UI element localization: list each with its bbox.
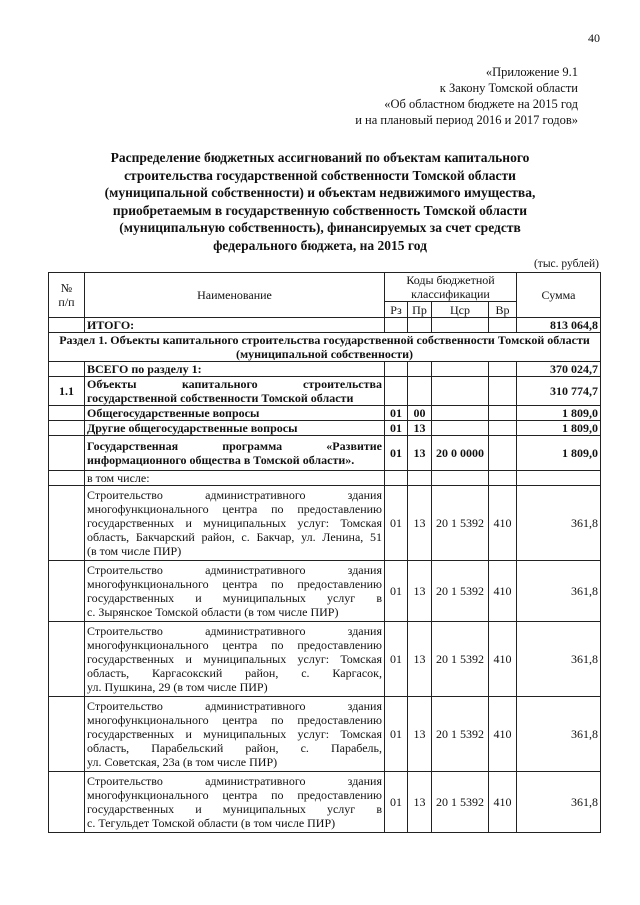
including-row bbox=[49, 471, 601, 486]
section-total-row bbox=[49, 362, 601, 377]
object-row bbox=[49, 561, 601, 622]
object-name-line: ул. Пушкина, 29 (в том числе ПИР) bbox=[87, 680, 268, 694]
row-name: Общегосударственные вопросы bbox=[85, 406, 385, 421]
object-name-line: многофункционального центра по предоставлению bbox=[87, 713, 382, 727]
object-name-line: государственных и муниципальных услуг: Томская bbox=[87, 652, 382, 666]
row-name: Другие общегосударственные вопросы bbox=[85, 421, 385, 436]
object-csr: 20 1 5392 bbox=[432, 622, 489, 697]
object-rz: 01 bbox=[385, 697, 408, 772]
object-name-line: многофункционального центра по предоставлению bbox=[87, 788, 382, 802]
appendix-line: «Об областном бюджете на 2015 год bbox=[384, 97, 578, 111]
row-pr: 13 bbox=[408, 436, 432, 471]
header-num-line: п/п bbox=[58, 295, 75, 309]
object-name-line: Строительство административного здания bbox=[87, 488, 382, 502]
object-name bbox=[85, 622, 385, 697]
object-name-line: область, Бакчарский район, с. Бакчар, ул. Ленина, 51 bbox=[87, 530, 382, 544]
object-pr: 13 bbox=[408, 561, 432, 622]
title-line: федерального бюджета, на 2015 год bbox=[213, 237, 427, 253]
subsection-row bbox=[49, 377, 601, 406]
cell-sum bbox=[517, 471, 601, 486]
object-vr: 410 bbox=[489, 772, 517, 833]
object-name-line: Строительство административного здания bbox=[87, 699, 382, 713]
object-name-line: Строительство административного здания bbox=[87, 624, 382, 638]
object-vr: 410 bbox=[489, 622, 517, 697]
object-vr: 410 bbox=[489, 561, 517, 622]
object-csr: 20 1 5392 bbox=[432, 772, 489, 833]
cell-rz bbox=[385, 377, 408, 406]
object-row bbox=[49, 622, 601, 697]
object-row bbox=[49, 486, 601, 561]
section-total-label: ВСЕГО по разделу 1: bbox=[85, 362, 385, 377]
subsection-num: 1.1 bbox=[49, 377, 85, 406]
object-csr: 20 1 5392 bbox=[432, 561, 489, 622]
object-sum: 361,8 bbox=[517, 772, 601, 833]
object-sum: 361,8 bbox=[517, 622, 601, 697]
total-sum: 813 064,8 bbox=[517, 318, 601, 333]
cell-csr bbox=[432, 421, 489, 436]
other-questions-row bbox=[49, 421, 601, 436]
row-name-line: Государственная программа «Развитие bbox=[87, 439, 382, 453]
object-csr: 20 1 5392 bbox=[432, 697, 489, 772]
object-name bbox=[85, 697, 385, 772]
object-name bbox=[85, 772, 385, 833]
cell-num bbox=[49, 436, 85, 471]
object-name-line: с. Тегульдет Томской области (в том числе ПИР) bbox=[87, 816, 336, 830]
cell-csr bbox=[432, 377, 489, 406]
page-number: 40 bbox=[588, 31, 600, 45]
object-name-line: Строительство административного здания bbox=[87, 563, 382, 577]
cell-vr bbox=[489, 362, 517, 377]
header-row bbox=[49, 273, 601, 302]
header-sum: Сумма bbox=[517, 273, 601, 318]
cell-csr bbox=[432, 318, 489, 333]
title-line: (муниципальную собственность), финансируемых за счет средств bbox=[119, 220, 521, 236]
row-sum: 1 809,0 bbox=[517, 406, 601, 421]
row-name-line: информационного общества в Томской области». bbox=[87, 453, 355, 467]
object-rz: 01 bbox=[385, 561, 408, 622]
cell-csr bbox=[432, 471, 489, 486]
row-pr: 13 bbox=[408, 421, 432, 436]
cell-rz bbox=[385, 471, 408, 486]
object-name-line: многофункционального центра по предоставлению bbox=[87, 577, 382, 591]
header-num bbox=[49, 273, 85, 318]
cell-pr bbox=[408, 362, 432, 377]
section-row bbox=[49, 333, 601, 362]
object-vr: 410 bbox=[489, 697, 517, 772]
object-name-line: многофункционального центра по предоставлению bbox=[87, 638, 382, 652]
cell-rz bbox=[385, 362, 408, 377]
header-vr: Вр bbox=[489, 302, 517, 318]
object-name-line: государственных и муниципальных услуг: Томская bbox=[87, 727, 382, 741]
cell-num bbox=[49, 772, 85, 833]
object-rz: 01 bbox=[385, 486, 408, 561]
header-num-line: № bbox=[60, 281, 73, 295]
object-row bbox=[49, 697, 601, 772]
row-csr: 20 0 0000 bbox=[432, 436, 489, 471]
object-name-line: многофункционального центра по предоставлению bbox=[87, 502, 382, 516]
appendix-line: «Приложение 9.1 bbox=[485, 65, 578, 79]
header-codes: Коды бюджетной классификации bbox=[385, 273, 517, 302]
cell-num bbox=[49, 406, 85, 421]
object-pr: 13 bbox=[408, 772, 432, 833]
title-line: строительства государственной собственности Томской области bbox=[124, 167, 516, 183]
object-name-line: ул. Советская, 23а (в том числе ПИР) bbox=[87, 755, 278, 769]
object-name-line: с. Зырянское Томской области (в том числе ПИР) bbox=[87, 605, 339, 619]
object-pr: 13 bbox=[408, 622, 432, 697]
including-label: в том числе: bbox=[85, 471, 385, 486]
cell-vr bbox=[489, 421, 517, 436]
section-total-sum: 370 024,7 bbox=[517, 362, 601, 377]
cell-num bbox=[49, 421, 85, 436]
title-line: Распределение бюджетных ассигнований по объектам капитального bbox=[110, 150, 530, 165]
total-row bbox=[49, 318, 601, 333]
row-rz: 01 bbox=[385, 436, 408, 471]
object-csr: 20 1 5392 bbox=[432, 486, 489, 561]
total-label: ИТОГО: bbox=[85, 318, 385, 333]
program-row bbox=[49, 436, 601, 471]
title-line: (муниципальной собственности) и объектам недвижимого имущества, bbox=[104, 185, 536, 201]
cell-num bbox=[49, 471, 85, 486]
object-name bbox=[85, 486, 385, 561]
subsection-name-line: государственной собственности Томской области bbox=[87, 391, 354, 405]
subsection-name-line: Объекты капитального строительства bbox=[87, 377, 382, 391]
object-pr: 13 bbox=[408, 697, 432, 772]
cell-pr bbox=[408, 471, 432, 486]
units-note: (тыс. рублей) bbox=[533, 258, 599, 270]
cell-csr bbox=[432, 362, 489, 377]
cell-vr bbox=[489, 406, 517, 421]
appendix-line: и на плановый период 2016 и 2017 годов» bbox=[355, 113, 578, 127]
object-row bbox=[49, 772, 601, 833]
header-rz: Рз bbox=[385, 302, 408, 318]
object-sum: 361,8 bbox=[517, 486, 601, 561]
object-name-line: (в том числе ПИР) bbox=[87, 544, 182, 558]
cell-rz bbox=[385, 318, 408, 333]
cell-num bbox=[49, 318, 85, 333]
general-questions-row bbox=[49, 406, 601, 421]
object-name bbox=[85, 561, 385, 622]
cell-csr bbox=[432, 406, 489, 421]
row-pr: 00 bbox=[408, 406, 432, 421]
cell-pr bbox=[408, 318, 432, 333]
object-rz: 01 bbox=[385, 772, 408, 833]
subsection-name bbox=[85, 377, 385, 406]
object-vr: 410 bbox=[489, 486, 517, 561]
object-name-line: государственных и муниципальных услуг: Томская bbox=[87, 516, 382, 530]
section-title: Раздел 1. Объекты капитального строительства государственной собственности Томской области (муниципальной собственности) bbox=[49, 333, 601, 362]
cell-num bbox=[49, 486, 85, 561]
appendix-line: к Закону Томской области bbox=[439, 81, 578, 95]
cell-num bbox=[49, 362, 85, 377]
cell-num bbox=[49, 622, 85, 697]
row-name bbox=[85, 436, 385, 471]
header-pr: Пр bbox=[408, 302, 432, 318]
object-rz: 01 bbox=[385, 622, 408, 697]
object-name-line: государственных и муниципальных услуг в bbox=[87, 802, 382, 816]
header-csr: Цср bbox=[432, 302, 489, 318]
object-name-line: область, Парабельский район, с. Парабель, bbox=[87, 741, 382, 755]
subsection-sum: 310 774,7 bbox=[517, 377, 601, 406]
budget-table bbox=[48, 272, 601, 833]
row-sum: 1 809,0 bbox=[517, 421, 601, 436]
object-name-line: Строительство административного здания bbox=[87, 774, 382, 788]
object-sum: 361,8 bbox=[517, 561, 601, 622]
cell-vr bbox=[489, 318, 517, 333]
header-name: Наименование bbox=[85, 273, 385, 318]
title-line: приобретаемым в государственную собственность Томской области bbox=[112, 202, 528, 218]
object-sum: 361,8 bbox=[517, 697, 601, 772]
object-name-line: область, Каргасокский район, с. Каргасок, bbox=[87, 666, 382, 680]
cell-num bbox=[49, 697, 85, 772]
appendix-reference bbox=[355, 64, 578, 128]
cell-vr bbox=[489, 436, 517, 471]
cell-num bbox=[49, 561, 85, 622]
cell-pr bbox=[408, 377, 432, 406]
row-rz: 01 bbox=[385, 406, 408, 421]
row-rz: 01 bbox=[385, 421, 408, 436]
cell-vr bbox=[489, 471, 517, 486]
object-pr: 13 bbox=[408, 486, 432, 561]
object-name-line: государственных и муниципальных услуг в bbox=[87, 591, 382, 605]
cell-vr bbox=[489, 377, 517, 406]
row-sum: 1 809,0 bbox=[517, 436, 601, 471]
document-title bbox=[70, 149, 570, 255]
